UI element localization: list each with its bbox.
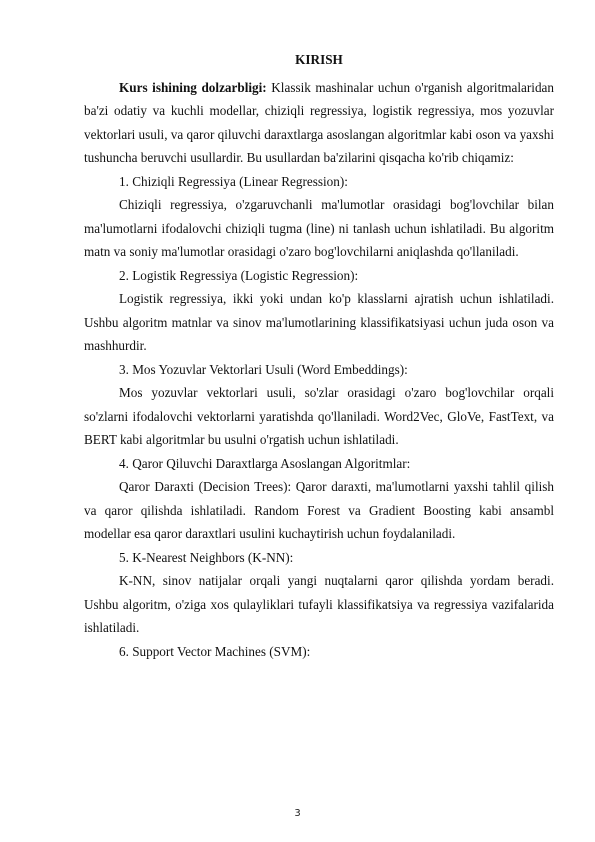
- section-text-1: Chiziqli regressiya, o'zgaruvchanli ma'lumotlar orasidagi bog'lovchilar bilan ma'lumotlarni ifodalovchi chiziqli tugma (line) ni tanlash uchun ishlatiladi. Bu algoritm matn va soniy ma'lumotlar orasidagi o'zaro bog'lovchilarni aniqlashda qo'llaniladi.: [84, 197, 554, 259]
- page-number: 3: [294, 808, 301, 819]
- section-heading-6: 6. Support Vector Machines (SVM):: [119, 643, 311, 659]
- section-text-4: Qaror Daraxti (Decision Trees): Qaror daraxti, ma'lumotlarni yaxshi tahlil qilish va qaror qilishda ishlatiladi. Random Forest va Gradient Boosting kabi ansambl modellar esa qaror daraxtlari usulini kuchaytirish uchun foydalaniladi.: [84, 479, 554, 541]
- section-heading-5: 5. K-Nearest Neighbors (K-NN):: [119, 549, 294, 565]
- intro-lead: Kurs ishining dolzarbligi:: [119, 79, 267, 95]
- section-text-3: Mos yozuvlar vektorlari usuli, so'zlar orasidagi o'zaro bog'lovchilar orqali so'zlarni ifodalovchi vektorlarni yaratishda qo'llaniladi. Word2Vec, GloVe, FastText, va BERT kabi algoritmlar bu usulni o'rgatish uchun ishlatiladi.: [84, 385, 554, 447]
- page-content: [84, 48, 554, 663]
- intro-paragraph: [84, 76, 554, 170]
- section-heading-3: 3. Mos Yozuvlar Vektorlari Usuli (Word Embeddings):: [119, 361, 408, 377]
- section-heading-2: 2. Logistik Regressiya (Logistic Regression):: [119, 267, 359, 283]
- section-heading-1: 1. Chiziqli Regressiya (Linear Regression):: [119, 173, 348, 189]
- document-title: KIRISH: [295, 52, 343, 67]
- intro-text: Klassik mashinalar uchun o'rganish algoritmalaridan ba'zi odatiy va kuchli modellar, chiziqli regressiya, logistik regressiya, mos yozuvlar vektorlari usuli, va qaror qiluvchi daraxtlarga asoslangan algoritmlar kabi oson va yaxshi tushuncha beruvchi usullardir. Bu usullardan ba'zilarini qisqacha ko'rib chiqamiz:: [84, 79, 554, 165]
- section-text-2: Logistik regressiya, ikki yoki undan ko'p klasslarni ajratish uchun ishlatiladi. Ushbu algoritm matnlar va sinov ma'lumotlarining klassifikatsiyasi uchun juda oson va mashhurdir.: [84, 291, 554, 353]
- section-text-5: K-NN, sinov natijalar orqali yangi nuqtalarni qaror qilishda yordam beradi. Ushbu algoritm, o'ziga xos qulayliklari tufayli klassifikatsiya va regressiya vazifalarida ishlatiladi.: [84, 573, 554, 635]
- section-heading-4: 4. Qaror Qiluvchi Daraxtlarga Asoslangan Algoritmlar:: [119, 455, 411, 471]
